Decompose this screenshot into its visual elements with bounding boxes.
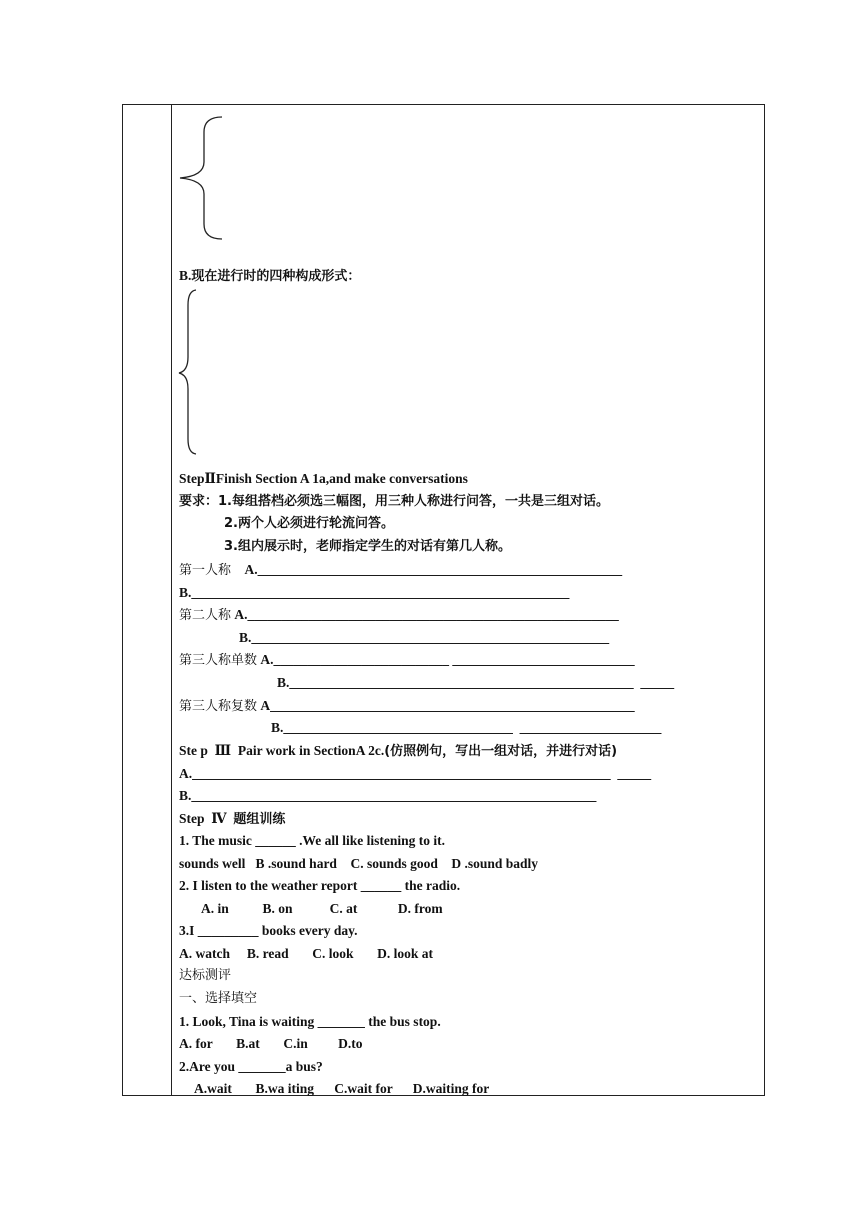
step2-heading: StepⅡFinish Section A 1a,and make conversations: [179, 471, 468, 486]
third-single-b: B.___________________________________________________ _____: [277, 675, 675, 690]
third-plural-a: 第三人称复数 A______________________________________________________: [179, 698, 635, 714]
section-b-heading: B.现在进行时的四种构成形式：: [179, 268, 361, 284]
assessment-q1: 1. Look, Tina is waiting _______ the bus stop.: [179, 1014, 441, 1029]
step3-a: A.______________________________________________________________ _____: [179, 766, 652, 781]
step4-q3: 3.I _________ books every day.: [179, 923, 358, 938]
step3-heading: Ste p Ⅲ Pair work in SectionA 2c.(仿照例句，写出一组对话，并进行对话): [179, 743, 618, 759]
step4-q3-options: A. watch B. read C. look D. look at: [179, 946, 434, 961]
step3-b: B.____________________________________________________________: [179, 788, 597, 803]
step4-q1: 1. The music ______ .We all like listening to it.: [179, 833, 446, 848]
third-single-a: 第三人称单数 A.__________________________ ___________________________: [179, 652, 635, 668]
assessment-q1-options: A. for B.at C.in D.to: [179, 1036, 363, 1051]
left-brace-1: [176, 114, 226, 242]
requirement-3: 3.组内展示时，老师指定学生的对话有第几人称。: [224, 539, 511, 554]
requirement-1: 要求：1.每组搭档必须选三幅图，用三种人称进行问答，一共是三组对话。: [179, 494, 609, 509]
step4-q2-options: A. in B. on C. at D. from: [201, 901, 443, 916]
first-person-a: 第一人称 A.______________________________________________________: [179, 562, 623, 578]
assessment-q2-options: A.wait B.wa iting C.wait for D.waiting for: [194, 1081, 490, 1096]
column-divider: [171, 105, 172, 1095]
second-person-b: B._____________________________________________________: [239, 630, 610, 645]
step4-heading: Step Ⅳ 题组训练: [179, 811, 286, 827]
step4-q1-options: sounds well B .sound hard C. sounds good D .sound badly: [179, 856, 539, 871]
assessment-q2: 2.Are you _______a bus?: [179, 1059, 323, 1074]
third-plural-b: B.__________________________________ _____________________: [271, 720, 662, 735]
requirement-2: 2.两个人必须进行轮流问答。: [224, 516, 394, 531]
first-person-b: B.________________________________________________________: [179, 585, 570, 600]
left-brace-2: [176, 287, 200, 457]
second-person-a: 第二人称 A._______________________________________________________: [179, 607, 619, 623]
assessment-part1: 一、选择填空: [179, 991, 258, 1006]
step4-q2: 2. I listen to the weather report ______ the radio.: [179, 878, 461, 893]
assessment-title: 达标测评: [179, 968, 232, 983]
